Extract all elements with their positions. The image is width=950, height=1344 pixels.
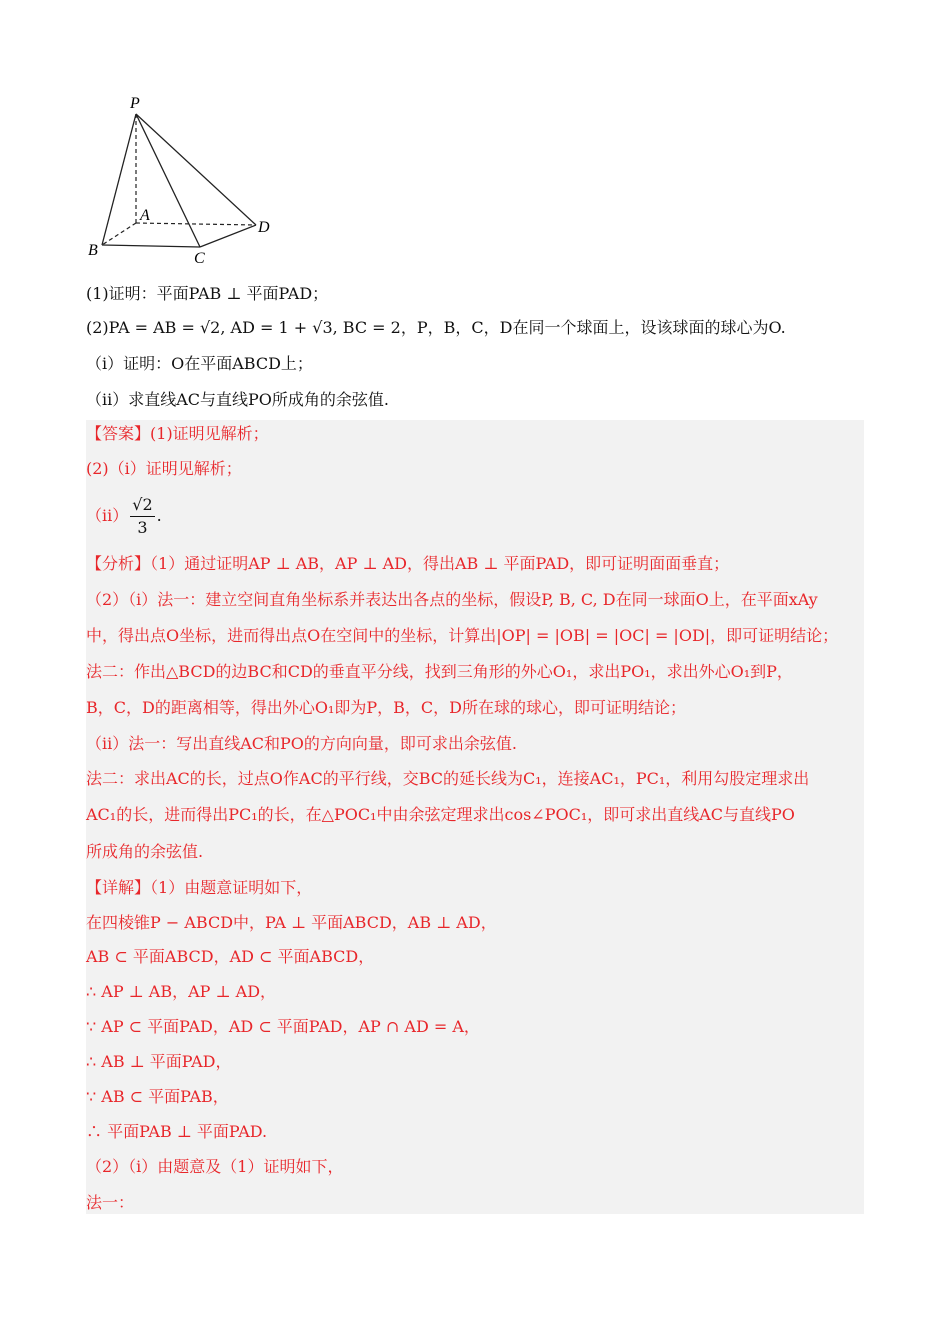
fraction-numerator: √2: [130, 494, 154, 517]
question-2-i: （i）证明：O在平面ABCD上；: [86, 354, 313, 373]
analysis-text-5: B，C，D的距离相等，得出外心O₁即为P，B，C，D所在球的球心，即可证明结论；: [86, 698, 686, 717]
edge-AD: [136, 223, 256, 225]
label-B: B: [88, 242, 98, 259]
edge-PC: [136, 114, 200, 247]
answer-fraction: [130, 494, 154, 539]
detail-text-3: AB ⊂ 平面ABCD，AD ⊂ 平面ABCD，: [86, 947, 375, 966]
analysis-text-8: AC₁的长，进而得出PC₁的长，在△POC₁中由余弦定理求出cos∠POC₁，即可求出直线AC与直线PO: [86, 805, 795, 824]
detail-line-1: [86, 876, 312, 900]
answer-2-ii: （ii） $\frac{√2}{3}$ .: [86, 495, 162, 537]
pyramid-figure: [80, 90, 280, 270]
analysis-line-1: [86, 552, 729, 576]
detail-text-10: 法一：: [86, 1193, 135, 1212]
detail-text-9: （2）（i）由题意及（1）证明如下，: [86, 1157, 344, 1176]
edge-PD: [136, 114, 256, 225]
edge-CD: [200, 225, 256, 247]
answer-1: (1)证明见解析；: [150, 424, 269, 443]
question-2: (2)PA = AB = √2, AD = 1 + √3, BC = 2，P，B，C，D在同一个球面上，设该球面的球心为O.: [86, 318, 786, 337]
edge-BC: [102, 245, 200, 247]
analysis-text-7: 法二：求出AC的长，过点O作AC的平行线，交BC的延长线为C₁，连接AC₁，PC₁，利用勾股定理求出: [86, 769, 810, 788]
label-C: C: [194, 250, 205, 267]
question-2-ii: （ii）求直线AC与直线PO所成角的余弦值.: [86, 390, 390, 409]
fraction-denominator: 3: [137, 518, 148, 537]
detail-text-1: （1）由题意证明如下，: [150, 878, 313, 897]
answer-line-1: [86, 422, 269, 446]
detail-text-7: ∵ AB ⊂ 平面PAB，: [86, 1087, 229, 1106]
analysis-text-1: （1）通过证明AP ⊥ AB，AP ⊥ AD，得出AB ⊥ 平面PAD，即可证明面面垂直；: [150, 554, 730, 573]
detail-tag: 【详解】: [86, 878, 151, 897]
label-P: P: [130, 95, 140, 112]
detail-text-5: ∵ AP ⊂ 平面PAD，AD ⊂ 平面PAD，AP ∩ AD = A，: [86, 1017, 480, 1036]
label-D: D: [258, 219, 270, 236]
answer-2-i: (2)（i）证明见解析；: [86, 459, 242, 478]
label-A: A: [140, 207, 150, 224]
detail-text-4: ∴ AP ⊥ AB，AP ⊥ AD，: [86, 982, 277, 1001]
question-1: (1)证明：平面PAB ⊥ 平面PAD；: [86, 284, 329, 303]
analysis-text-9: 所成角的余弦值.: [86, 842, 204, 861]
analysis-text-3: 中，得出点O坐标，进而得出点O在空间中的坐标，计算出|OP| = |OB| = |OC| = |OD|，即可证明结论；: [86, 626, 839, 645]
detail-text-2: 在四棱锥P − ABCD中，PA ⊥ 平面ABCD，AB ⊥ AD，: [86, 913, 497, 932]
analysis-text-4: 法二：作出△BCD的边BC和CD的垂直平分线，找到三角形的外心O₁，求出PO₁，求出外心O₁到P，: [86, 662, 793, 681]
answer-2-ii-prefix: （ii）: [86, 506, 129, 525]
answer-tag: 【答案】: [86, 424, 151, 443]
detail-text-8: ∴ 平面PAB ⊥ 平面PAD.: [86, 1122, 268, 1141]
analysis-text-6: （ii）法一：写出直线AC和PO的方向向量，即可求出余弦值.: [86, 734, 518, 753]
edge-PB: [102, 114, 136, 245]
detail-text-6: ∴ AB ⊥ 平面PAD，: [86, 1052, 232, 1071]
analysis-text-2: （2）（i）法一：建立空间直角坐标系并表达出各点的坐标，假设P, B, C, D在同一球面O上，在平面xAy: [86, 590, 818, 609]
analysis-tag: 【分析】: [86, 554, 151, 573]
